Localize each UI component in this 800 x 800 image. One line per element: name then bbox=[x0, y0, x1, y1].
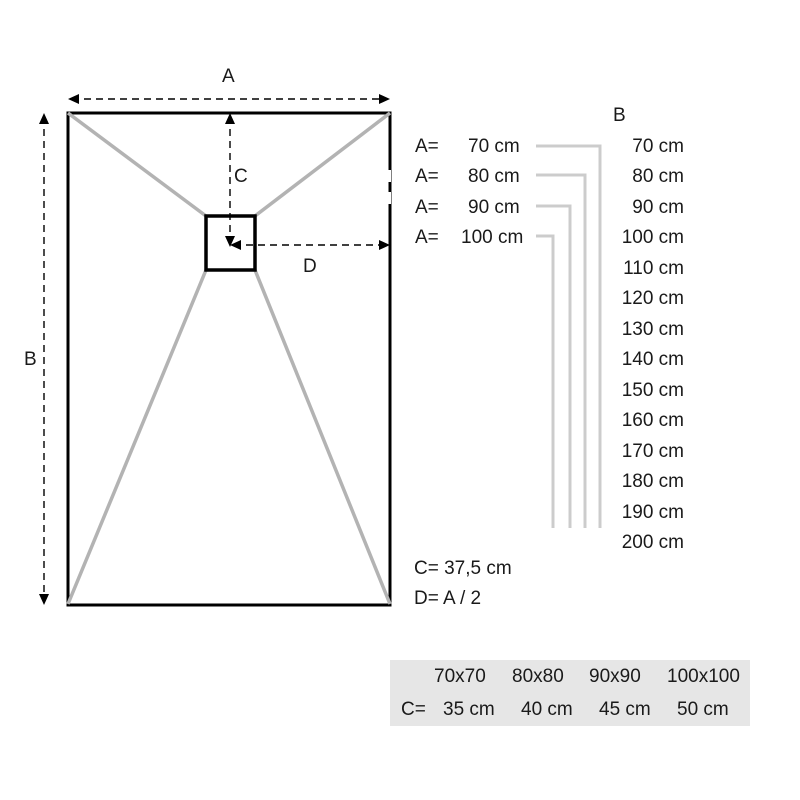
formula-c: C= 37,5 cm bbox=[414, 558, 512, 579]
b-option-9: 160 cm bbox=[621, 410, 684, 431]
a-option-row-1-label: A= bbox=[415, 166, 439, 187]
b-option-10: 170 cm bbox=[621, 441, 684, 462]
b-option-5: 120 cm bbox=[621, 288, 684, 309]
b-option-2: 90 cm bbox=[632, 197, 684, 218]
a-option-row-0-label: A= bbox=[415, 136, 439, 157]
b-option-0: 70 cm bbox=[632, 136, 684, 157]
square-c-value-2: 45 cm bbox=[599, 699, 651, 720]
square-c-value-1: 40 cm bbox=[521, 699, 573, 720]
square-size-2: 90x90 bbox=[589, 666, 641, 687]
a-to-b-connector-lines bbox=[536, 146, 600, 528]
b-option-11: 180 cm bbox=[621, 471, 684, 492]
b-option-12: 190 cm bbox=[621, 502, 684, 523]
label-d-horizontal: D bbox=[303, 256, 317, 277]
label-c-drain-offset: C bbox=[234, 166, 248, 187]
square-table-row-label: C= bbox=[401, 699, 426, 720]
column-header-b: B bbox=[613, 105, 626, 126]
b-option-1: 80 cm bbox=[632, 166, 684, 187]
a-option-row-3-value: 100 cm bbox=[461, 227, 524, 248]
square-c-value-0: 35 cm bbox=[443, 699, 495, 720]
square-c-value-3: 50 cm bbox=[677, 699, 729, 720]
square-size-3: 100x100 bbox=[667, 666, 740, 687]
dimension-b-line bbox=[39, 113, 49, 605]
b-option-8: 150 cm bbox=[621, 380, 684, 401]
tray-outline bbox=[68, 113, 390, 605]
b-option-3: 100 cm bbox=[621, 227, 684, 248]
label-b-left: B bbox=[24, 349, 37, 370]
formula-d: D= A / 2 bbox=[414, 588, 482, 609]
square-size-1: 80x80 bbox=[512, 666, 564, 687]
b-option-13: 200 cm bbox=[621, 532, 684, 553]
b-option-7: 140 cm bbox=[621, 349, 684, 370]
square-size-0: 70x70 bbox=[434, 666, 486, 687]
a-option-row-0-value: 70 cm bbox=[468, 136, 520, 157]
a-option-row-3-label: A= bbox=[415, 227, 439, 248]
b-option-6: 130 cm bbox=[621, 319, 684, 340]
a-option-row-1-value: 80 cm bbox=[468, 166, 520, 187]
a-option-row-2-value: 90 cm bbox=[468, 197, 520, 218]
b-option-4: 110 cm bbox=[623, 258, 684, 279]
dimension-a-line bbox=[68, 94, 390, 104]
label-a-top: A bbox=[222, 66, 235, 87]
a-option-row-2-label: A= bbox=[415, 197, 439, 218]
